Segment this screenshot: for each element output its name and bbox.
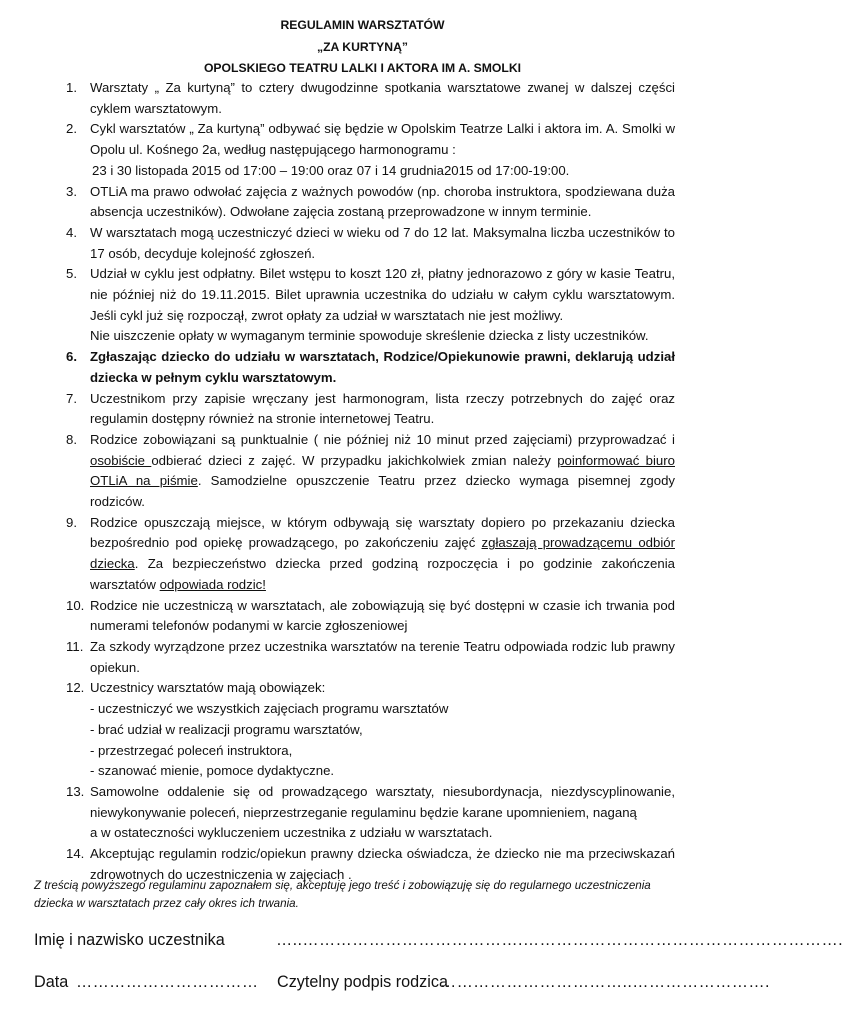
date-label: Data [34, 973, 69, 991]
rule-number: 5. [66, 266, 77, 282]
rule-number: 11. [66, 638, 84, 654]
rule-number: 13. [66, 783, 85, 799]
underlined-text: odpowiada rodzic! [159, 576, 266, 592]
rule-number: 2. [66, 121, 77, 137]
rule-text: . Samodzielne opuszczenie Teatru przez dziecko wymaga pisemnej zgody rodziców. [90, 473, 675, 510]
title-line-1: REGULAMIN WARSZTATÓW [280, 18, 445, 32]
underlined-text: osobiście [90, 452, 152, 468]
declaration-text: Z treścią powyższego regulaminu zapoznałem się, akceptuję jego treść i zobowiązuję się do regularnego uczestniczenia dziecka w warsztatach przez cały okres ich trwania. [34, 879, 651, 910]
rule-number: 6. [66, 349, 77, 365]
rule-text: Cykl warsztatów „ Za kurtyną” odbywać się będzie w Opolskim Teatrze Lalki i aktora im. A. Smolki w Opolu ul. Kośnego 2a, według następującego harmonogramu : [90, 121, 675, 158]
participant-name-field[interactable]: …..………………………………….…………………………………………………. [276, 931, 843, 949]
rule-item [0, 678, 725, 782]
rule-text: Rodzice zobowiązani są punktualnie ( nie później niż 10 minut przed zajęciami) przyprowadzać i [90, 431, 675, 447]
rule-text: Rodzice nie uczestniczą w warsztatach, ale zobowiązują się być dostępni w czasie ich trwania pod numerami telefonów podanymi w karcie zgłoszeniowej [90, 597, 675, 634]
rule-text: Akceptując regulamin rodzic/opiekun prawny dziecka oświadcza, że dziecko nie ma przeciwskazań zdrowotnych do uczestniczenia w zajęciach . [90, 846, 675, 882]
rule-item [0, 430, 725, 513]
rule-number: 12. [66, 680, 85, 696]
rule-text: W warsztatach mogą uczestniczyć dzieci w wieku od 7 do 12 lat. Maksymalna liczba uczestników to 17 osób, decyduje kolejność zgłoszeń. [90, 224, 675, 261]
rule-item [0, 78, 725, 119]
rule-item [0, 637, 725, 678]
title-line-2: „ZA KURTYNĄ” [317, 40, 408, 54]
rule-text: Udział w cyklu jest odpłatny. Bilet wstępu to koszt 120 zł, płatny jednorazowo z góry w kasie Teatru, nie później niż do 19.11.2015. Bilet uprawnia uczestnika do udziału w całym cyklu warsztatowym. Jeśli cykl już się rozpoczął, zwrot opłaty za udział w warsztatach nie jest możliwy. [90, 266, 675, 323]
duty-item: - uczestniczyć we wszystkich zajęciach programu warsztatów [90, 701, 449, 717]
rule-item [0, 347, 725, 388]
parent-signature-field[interactable]: ……………………………..……………………. [440, 973, 770, 991]
rule-item [0, 223, 725, 264]
rule-text: Zgłaszając dziecko do udziału w warsztatach, Rodzice/Opiekunowie prawni, deklarują udział dziecka w pełnym cyklu warsztatowym. [90, 349, 675, 385]
rule-item [0, 389, 725, 430]
rule-text: OTLiA ma prawo odwołać zajęcia z ważnych powodów (np. choroba instruktora, spodziewana duża absencja uczestników). Odwołane zajęcia zostaną przeprowadzone w innym terminie. [90, 183, 675, 220]
rule-item [0, 119, 725, 181]
rule-text: Za szkody wyrządzone przez uczestnika warsztatów na terenie Teatru odpowiada rodzic lub prawny opiekun. [90, 638, 675, 675]
duty-item: - brać udział w realizacji programu warsztatów, [90, 721, 363, 737]
rule-text: Uczestnikom przy zapisie wręczany jest harmonogram, lista rzeczy potrzebnych do zajęć oraz regulamin dostępny również na stronie internetowej Teatru. [90, 390, 675, 427]
rule-item [0, 182, 725, 223]
date-field[interactable]: …………………………… [76, 973, 259, 991]
rule-text: . Za bezpieczeństwo dziecka przed godziną rozpoczęcia i po godzinie zakończenia warsztatów [90, 556, 675, 592]
rule-number: 7. [66, 390, 77, 406]
schedule-line: 23 i 30 listopada 2015 od 17:00 – 19:00 oraz 07 i 14 grudnia2015 od 17:00-19:00. [92, 162, 570, 178]
rule-text-last-line: Nie uiszczenie opłaty w wymaganym terminie spowoduje skreślenie dziecka z listy uczestników. [90, 328, 649, 344]
underlined-text: poinformować biuro OTLiA na piśmie [90, 452, 675, 489]
rule-item [0, 513, 725, 596]
title-line-3: OPOLSKIEGO TEATRU LALKI I AKTORA IM A. SMOLKI [203, 61, 522, 75]
rule-number: 3. [66, 183, 77, 199]
rules-list [0, 78, 725, 885]
duty-item: - szanować mienie, pomoce dydaktyczne. [90, 763, 335, 779]
rule-text: Warsztaty „ Za kurtyną” to cztery dwugodzinne spotkania warsztatowe zwanej w dalszej części cyklem warsztatowym. [90, 80, 675, 116]
underlined-text: zgłaszają prowadzącemu odbiór dziecka [90, 535, 675, 572]
rule-number: 4. [66, 224, 77, 240]
rule-number: 9. [66, 514, 77, 530]
rule-text: odbierać dzieci z zajęć. W przypadku jakichkolwiek zmian należy [151, 452, 558, 468]
rule-text: Rodzice opuszczają miejsce, w którym odbywają się warsztaty dopiero po przekazaniu dziecka bezpośrednio pod opiekę prowadzącego, po zakończeniu zajęć [90, 514, 675, 551]
rule-item [0, 264, 725, 347]
rule-text: Samowolne oddalenie się od prowadzącego warsztaty, niesubordynacja, niezdyscyplinowanie, niewykonywanie poleceń, nieprzestrzeganie regulaminu będzie karane upomnieniem, naganą [90, 783, 675, 820]
rule-item [0, 596, 725, 637]
rule-number: 1. [66, 80, 77, 95]
rule-number: 10. [66, 597, 85, 613]
rule-number: 14. [66, 846, 85, 862]
duty-item: - przestrzegać poleceń instruktora, [90, 742, 293, 758]
rule-text: Uczestnicy warsztatów mają obowiązek: [90, 680, 326, 696]
parent-signature-label: Czytelny podpis rodzica [277, 973, 448, 991]
rule-number: 8. [66, 431, 77, 447]
participant-name-label: Imię i nazwisko uczestnika [34, 931, 225, 949]
rule-text-last-line: a w ostateczności wykluczeniem uczestnika z udziału w warsztatach. [90, 825, 493, 841]
rule-item [0, 782, 725, 844]
